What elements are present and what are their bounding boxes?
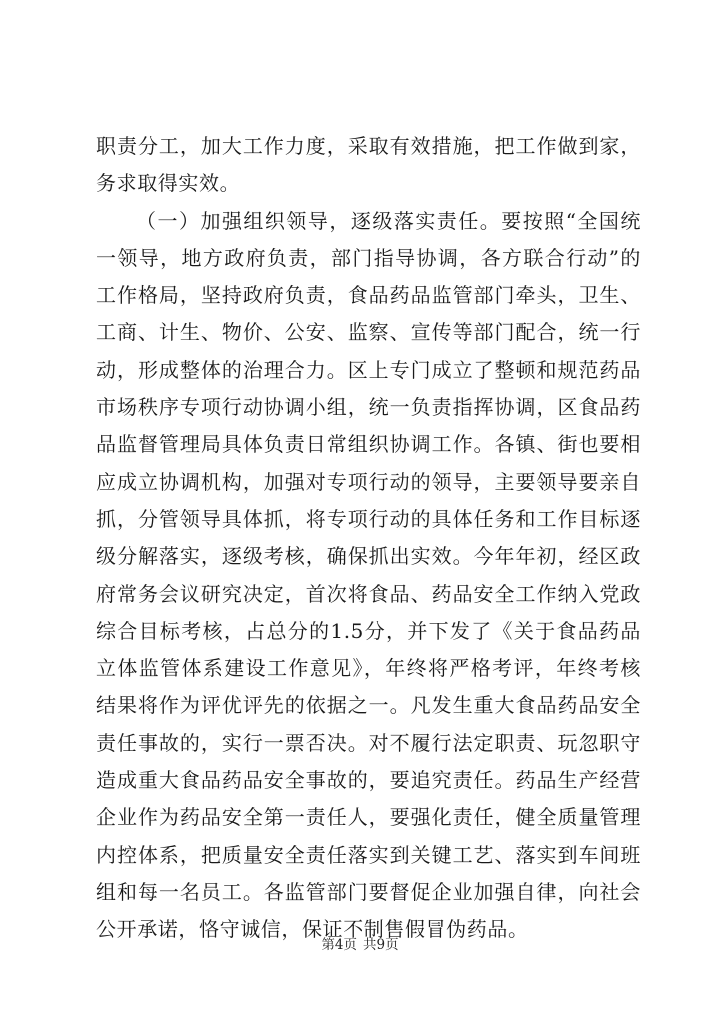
- paragraph-section-one: （一）加强组织领导，逐级落实责任。要按照“全国统一领导，地方政府负责，部门指导协调，各方联合行动”的工作格局，坚持政府负责，食品药品监管部门牵头，卫生、工商、计生、物价、公安、监察、宣传等部门配合，统一行动，形成整体的治理合力。区上专门成立了整顿和规范药品市场秩序专项行动协调小组，统一负责指挥协调，区食品药品监督管理局具体负责日常组织协调工作。各镇、街也要相应成立协调机构，加强对专项行动的领导，主要领导要亲自抓，分管领导具体抓，将专项行动的具体任务和工作目标逐级分解落实，逐级考核，确保抓出实效。今年年初，经区政府常务会议研究决定，首次将食品、药品安全工作纳入党政综合目标考核，占总分的1.5分，并下发了《关于食品药品立体监管体系建设工作意见》，年终将严格考评，年终考核结果将作为评优评先的依据之一。凡发生重大食品药品安全责任事故的，实行一票否决。对不履行法定职责、玩忽职守造成重大食品药品安全事故的，要追究责任。药品生产经营企业作为药品安全第一责任人，要强化责任，健全质量管理内控体系，把质量安全责任落实到关键工艺、落实到车间班组和每一名员工。各监管部门要督促企业加强自律，向社会公开承诺，恪守诚信，保证不制售假冒伪药品。: [96, 208, 641, 942]
- page-number: 第4页: [321, 937, 357, 953]
- paragraph-continuation: 职责分工，加大工作力度，采取有效措施，把工作做到家，务求取得实效。: [96, 134, 641, 196]
- document-body: [96, 128, 641, 949]
- page-total: 共9页: [363, 937, 399, 953]
- page-footer: [0, 936, 720, 954]
